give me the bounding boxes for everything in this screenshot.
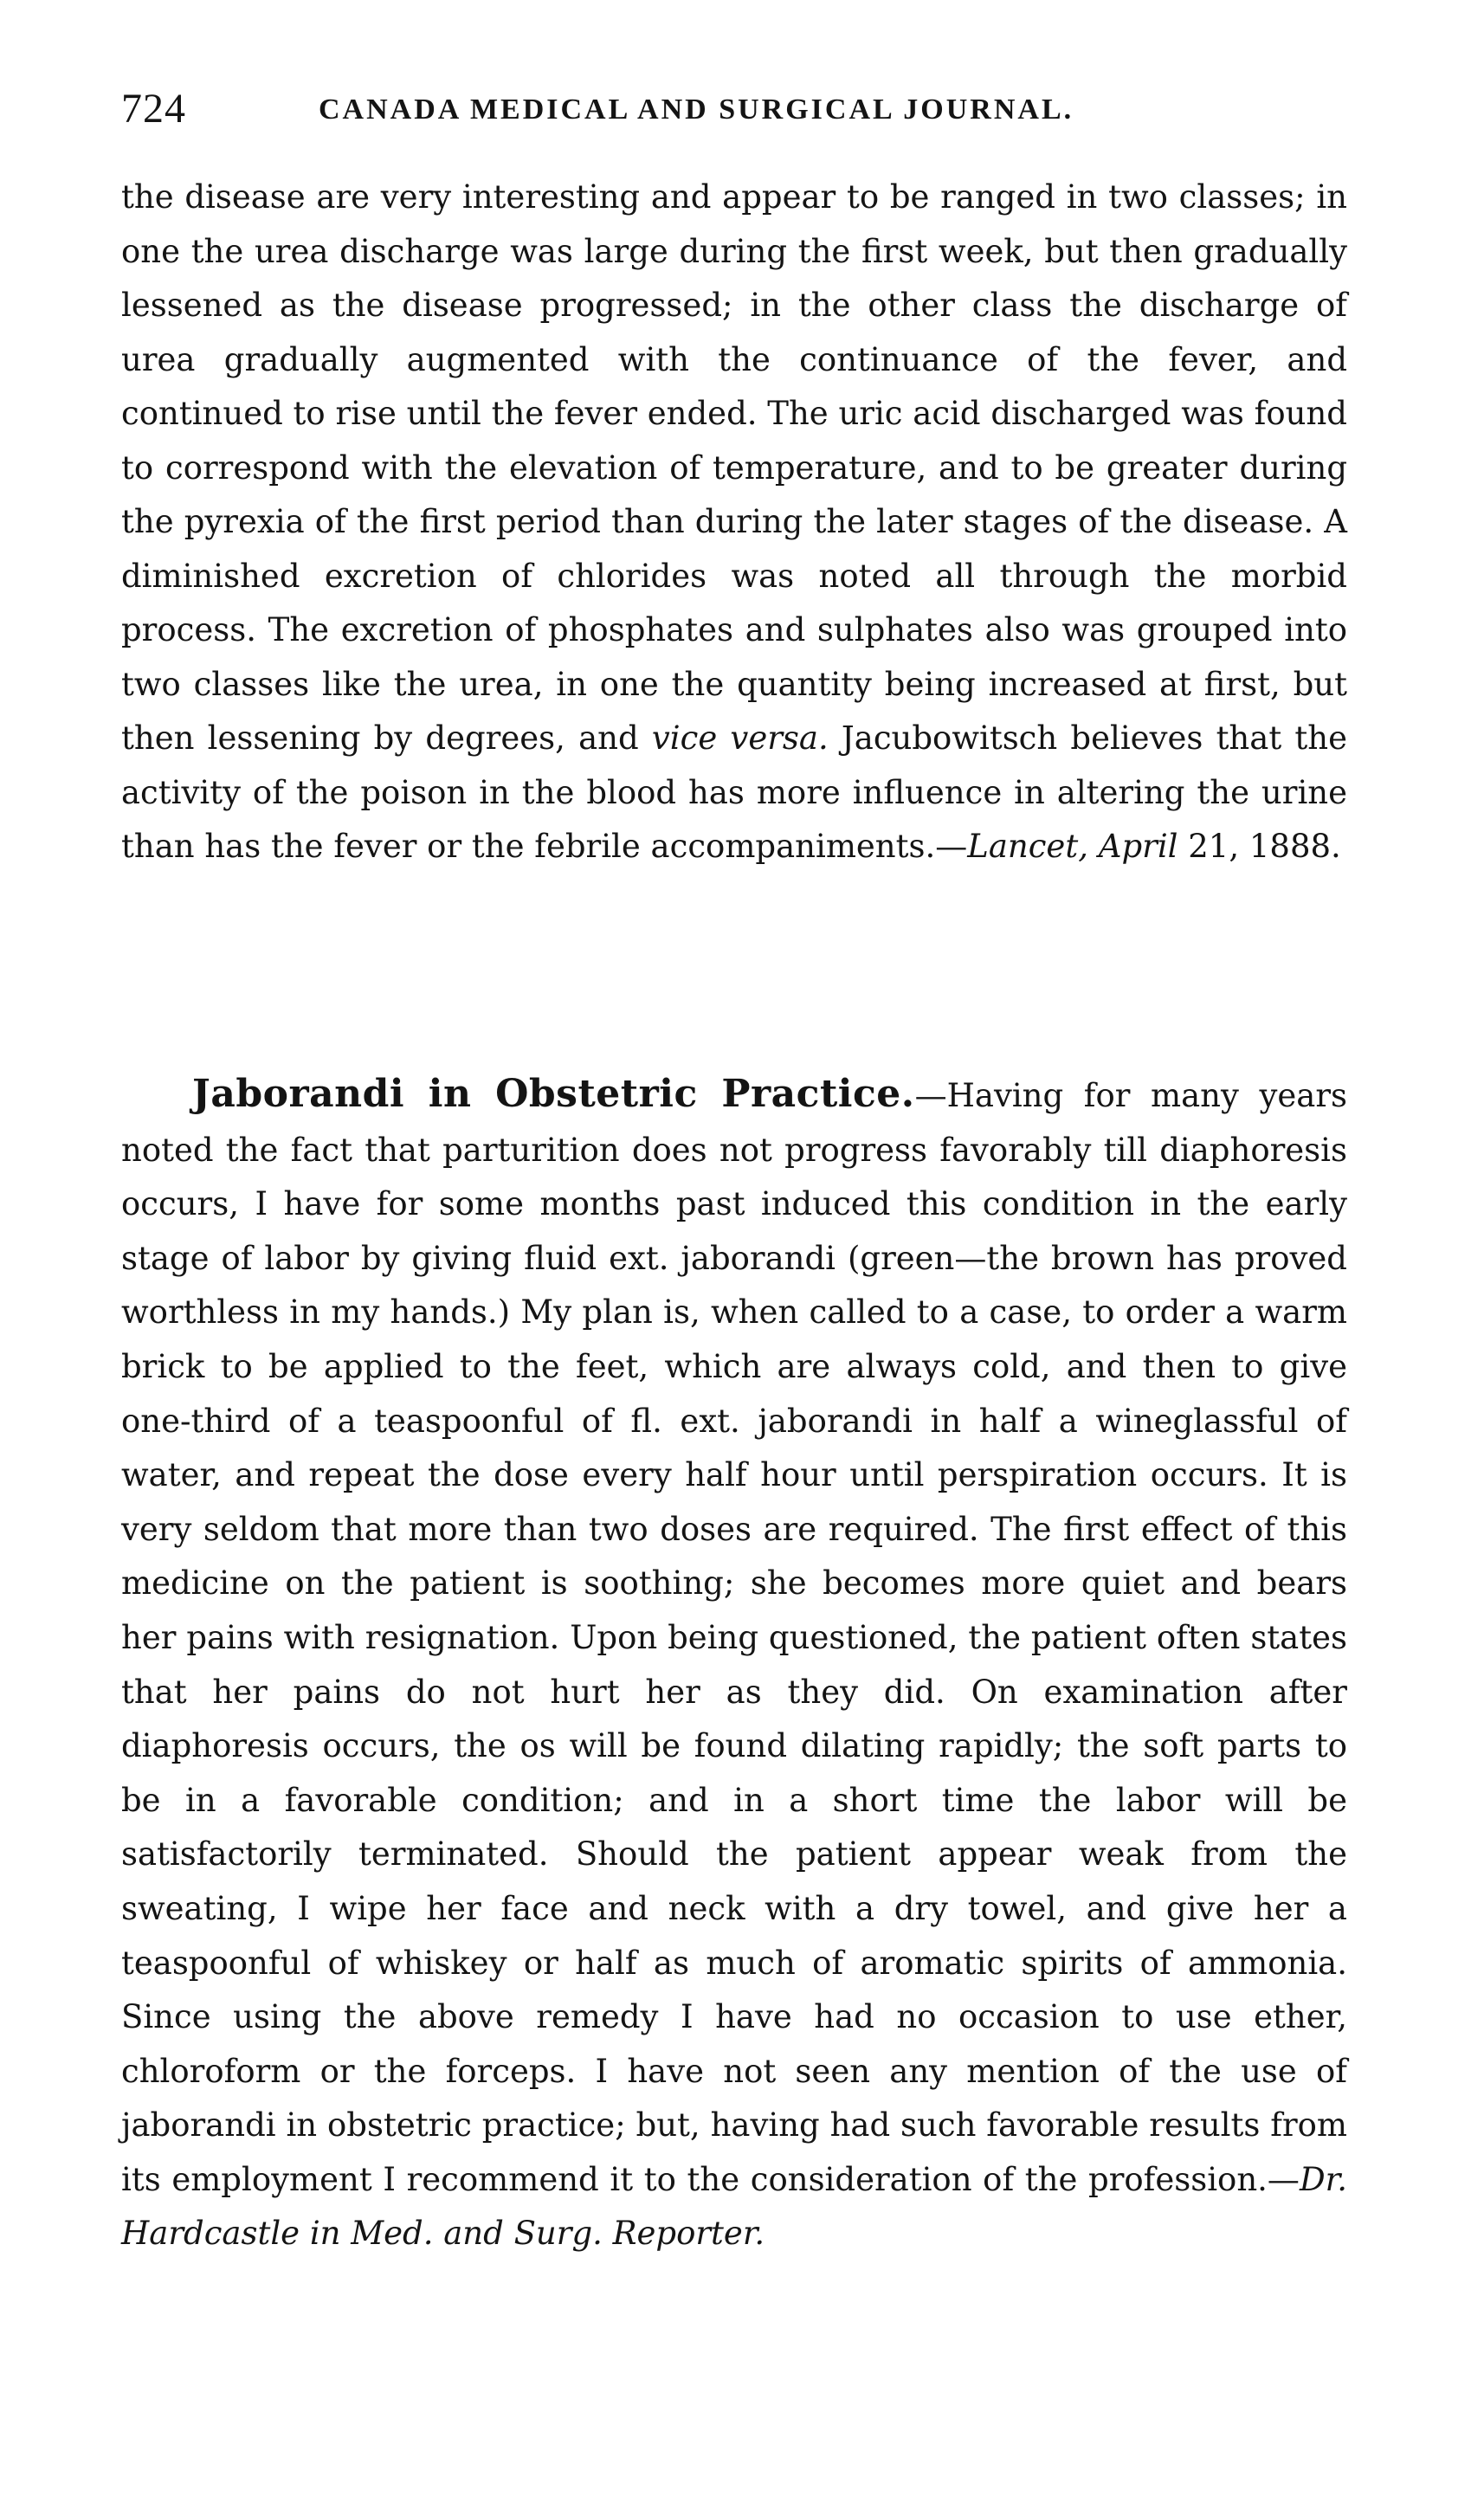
- article-body: —Having for many years noted the fact that parturition does not progress favorably till diaphoresis occurs, I have for some months past induced this condition in the early stage of labor by giving fluid ext. jaborandi (green—the brown has proved worthless in my hands.) My plan is, when called to a case, to order a warm brick to be applied to the feet, which are always cold, and then to give one-third of a teaspoonful of fl. ext. jaborandi in half a wineglassful of water, and repeat the dose every half hour until perspiration occurs. It is very seldom that more than two doses are required. The first effect of this medicine on the patient is soothing; she becomes more quiet and bears her pains with resignation. Upon being questioned, the patient often states that her pains do not hurt her as they did. On examination after diaphoresis occurs, the os will be found dilating rapidly; the soft parts to be in a favorable condition; and in a short time the labor will be satisfactorily terminated. Should the patient appear weak from the sweating, I wipe her face and neck with a dry towel, and give her a teaspoonful of whiskey or half as much of aromatic spirits of ammonia. Since using the above remedy I have had no occasion to use ether, chloroform or the forceps. I have not seen any mention of the use of jaborandi in obstetric practice; but, having had such favorable results from its employment I recommend it to the consideration of the profession.—: [121, 1077, 1347, 2198]
- journal-title: CANADA MEDICAL AND SURGICAL JOURNAL.: [319, 94, 1074, 126]
- article-attribution: Dr. Hardcastle in Med. and Surg. Reporter.: [121, 2160, 1347, 2253]
- source-month: April: [1098, 828, 1178, 865]
- article-jaborandi: [121, 1067, 1347, 2261]
- source-journal: Lancet,: [967, 828, 1088, 865]
- page-number: 724: [121, 86, 186, 132]
- source-date: 21, 1888.: [1188, 828, 1341, 865]
- article-body: the disease are very interesting and appear to be ranged in two classes; in one the urea discharge was large during the first week, but then gradually lessened as the disease progressed; in the other class the discharge of urea gradually augmented with the continuance of the fever, and continued to rise until the fever ended. The uric acid discharged was found to correspond with the elevation of temperature, and to be greater during the pyrexia of the first period than during the later stages of the disease. A diminished excretion of chlorides was noted all through the morbid process. The excretion of phosphates and sulphates also was grouped into two classes like the urea, in one the quantity being increased at first, but then lessening by degrees, and: [121, 178, 1347, 757]
- article-urine-findings: [121, 171, 1347, 874]
- latin-phrase: vice versa.: [651, 719, 829, 757]
- article-body-continued: Jacubowitsch believes that the activity of the poison in the blood has more influence in altering the urine than has the fever or the febrile accompaniments.—: [121, 719, 1347, 865]
- article-heading: Jaborandi in Obstetric Practice.: [192, 1072, 915, 1116]
- running-head: [121, 85, 1368, 137]
